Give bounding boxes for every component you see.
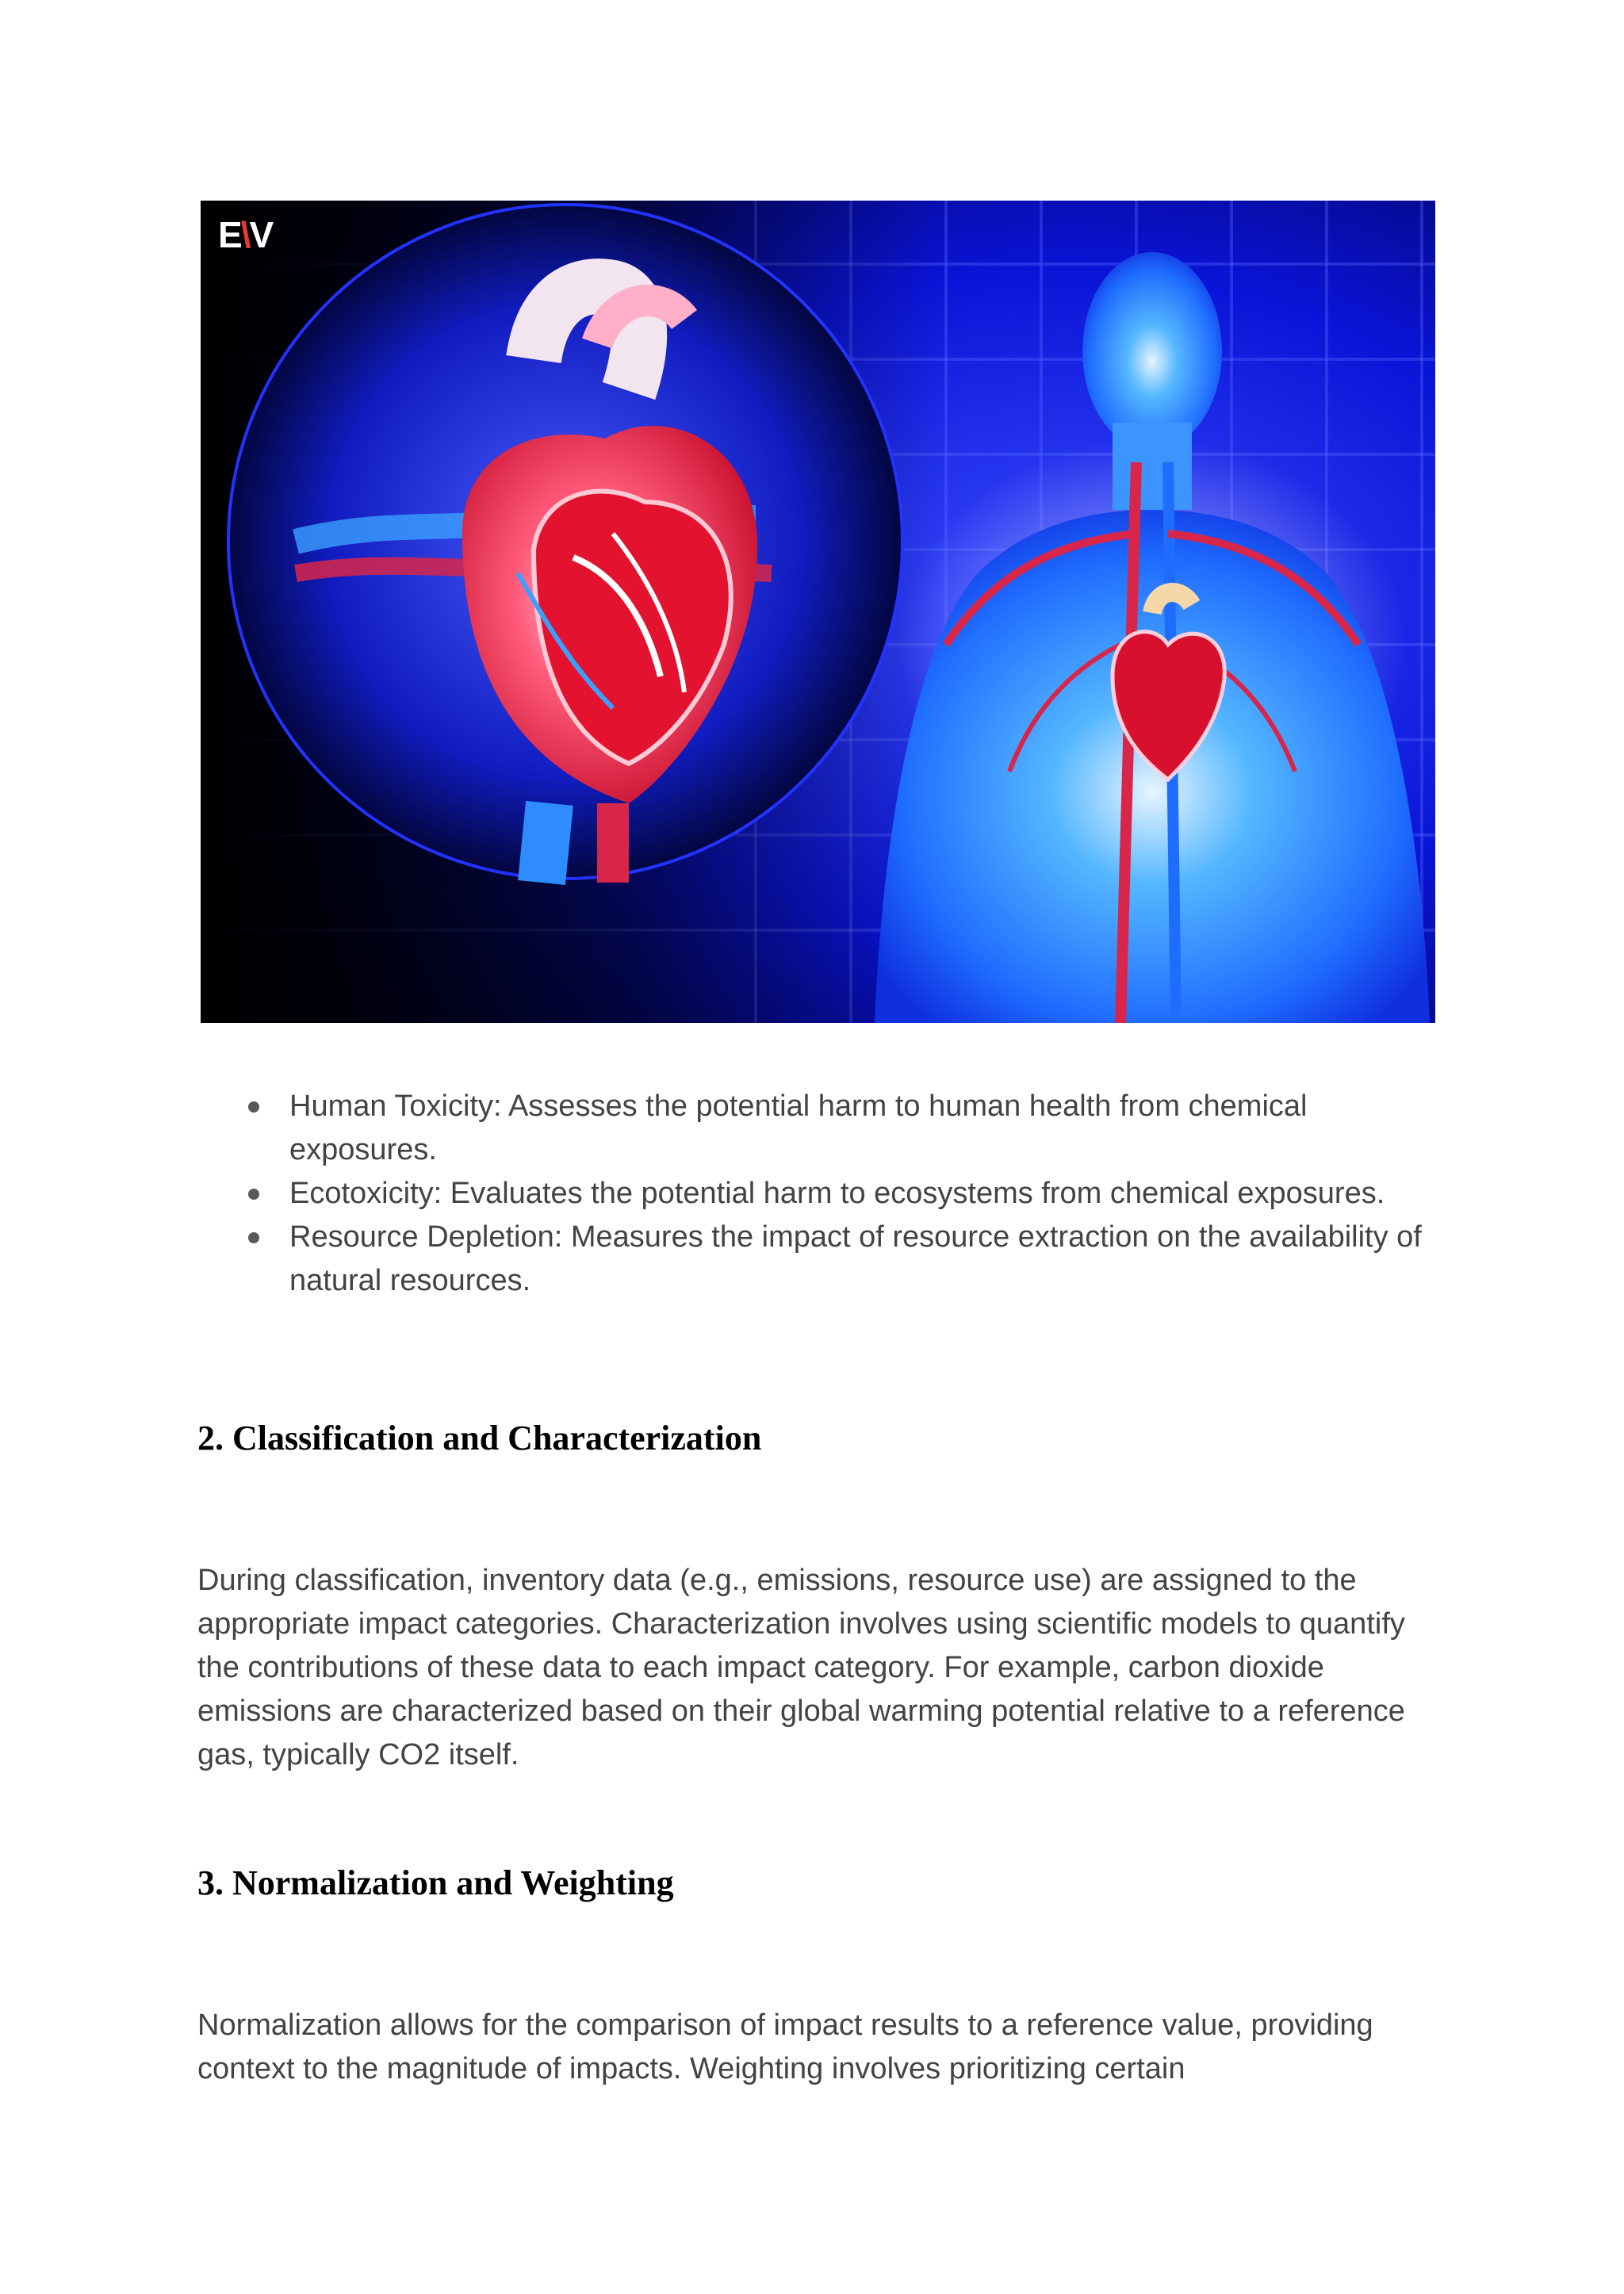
section-paragraph-classification: During classification, inventory data (e.g., emissions, resource use) are assigned to the appropriate impact categories. Characterization involves using scientific models to quantify the contributions of these data to each impact category. For example, carbon dioxide emissions are characterized based on their global warming potential relative to a reference gas, typically CO2 itself. [197, 1564, 1405, 1771]
heart-anatomy-illustration [201, 201, 1435, 1023]
logo: E\V [218, 214, 273, 255]
hero-image [201, 201, 1435, 1023]
bullet-icon [248, 1189, 259, 1200]
magnified-heart-circle [228, 205, 902, 883]
list-item-text: Ecotoxicity: Evaluates the potential harm to ecosystems from chemical exposures. [289, 1177, 1385, 1210]
bullet-icon [248, 1232, 259, 1243]
list-item [289, 1216, 1431, 1303]
list-item-text: Resource Depletion: Measures the impact of resource extraction on the availability of natural resources. [289, 1220, 1422, 1297]
section-heading-classification: 2. Classification and Characterization [197, 1419, 762, 1457]
list-item-text: Human Toxicity: Assesses the potential harm to human health from chemical exposures. [289, 1090, 1308, 1166]
list-item [289, 1085, 1431, 1172]
bullet-icon [248, 1101, 259, 1113]
impact-categories-list [289, 1085, 1431, 1303]
section-paragraph-normalization: Normalization allows for the comparison of impact results to a reference value, providing context to the magnitude of impacts. Weighting involves prioritizing certain [197, 2009, 1373, 2085]
list-item [289, 1172, 1431, 1216]
section-heading-normalization: 3. Normalization and Weighting [197, 1863, 674, 1902]
